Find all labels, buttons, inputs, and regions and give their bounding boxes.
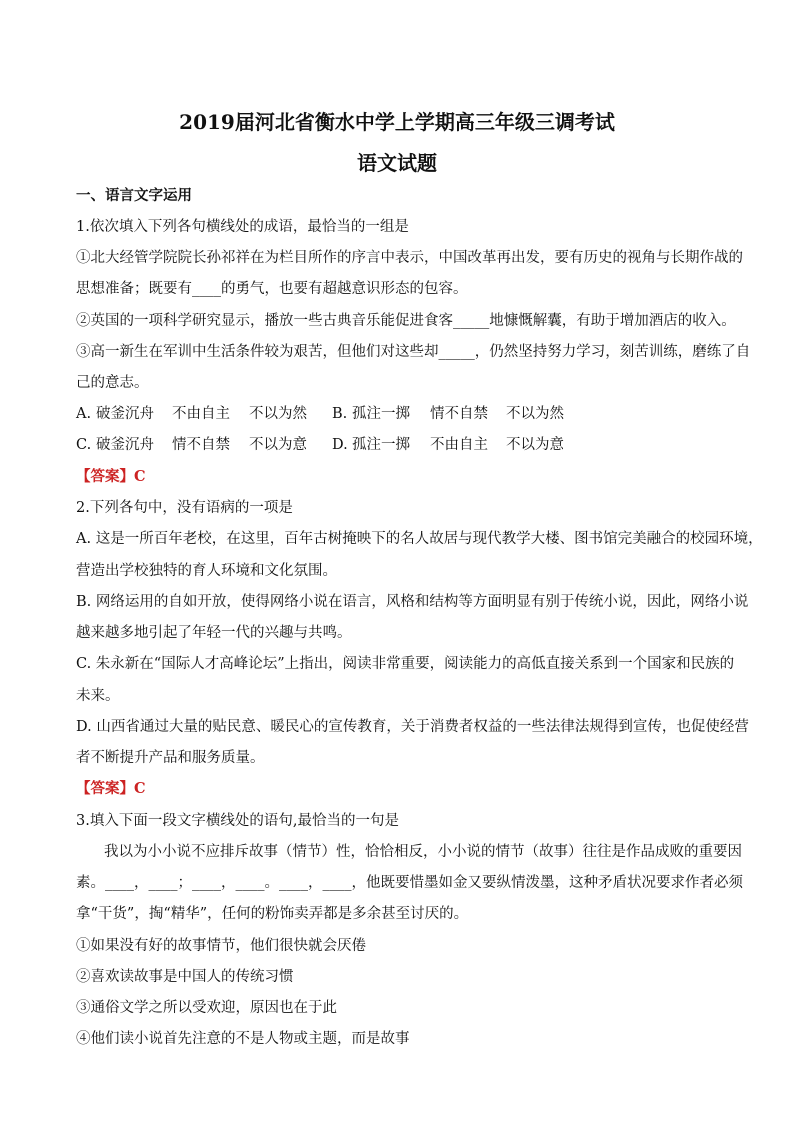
q2-option-b-line-1: B. 网络运用的自如开放，使得网络小说在语言，风格和结构等方面明显有别于传统小说，因此，网络小说 — [76, 594, 749, 610]
q1-sentence-1-line-1: ①北大经管学院院长孙祁祥在为栏目所作的序言中表示，中国改革再出发，要有历史的视角与长期作战的 — [76, 250, 743, 266]
q1-option-a-word-1: 破釜沉舟 — [96, 406, 154, 422]
q2-answer-tag: 【答案】 — [76, 780, 134, 797]
q1-option-c-label: C. — [76, 437, 92, 453]
q2-option-a-line-2: 营造出学校独特的育人环境和文化氛围。 — [76, 563, 337, 579]
q1-option-a-word-3: 不以为然 — [249, 406, 307, 422]
q1-option-b-word-2: 情不自禁 — [430, 406, 488, 422]
q1-option-c-word-1: 破釜沉舟 — [96, 437, 154, 453]
q1-sentence-2: ②英国的一项科学研究显示，播放一些古典音乐能促进食客_____地慷慨解囊，有助于增加酒店的收入。 — [76, 313, 736, 329]
q2-option-d-line-2: 者不断提升产品和服务质量。 — [76, 750, 265, 766]
q1-answer-tag: 【答案】 — [76, 468, 134, 485]
q3-passage-line-2: 素。____，____；____，____。____，____，他既要惜墨如金又要纵情泼墨，这种矛盾状况要求作者必须 — [76, 875, 743, 891]
exam-title: 2019届河北省衡水中学上学期高三年级三调考试 — [179, 110, 615, 134]
q1-stem: 1.依次填入下列各句横线处的成语，最恰当的一组是 — [76, 219, 409, 235]
q3-stem: 3.填入下面一段文字横线处的语句,最恰当的一句是 — [76, 813, 399, 829]
q1-sentence-3-line-1: ③高一新生在军训中生活条件较为艰苦，但他们对这些却_____，仍然坚持努力学习，刻苦训练，磨练了自 — [76, 344, 751, 360]
q1-option-b-label: B. — [332, 406, 348, 422]
q1-option-b-word-3: 不以为然 — [506, 406, 564, 422]
q2-option-b-line-2: 越来越多地引起了年轻一代的兴趣与共鸣。 — [76, 625, 352, 641]
q2-option-d-line-1: D. 山西省通过大量的贴民意、暖民心的宣传教育，关于消费者权益的一些法律法规得到宣传，也促使经营 — [76, 719, 749, 735]
q1-option-d-word-2: 不由自主 — [430, 437, 488, 453]
q1-option-d-word-1: 孤注一掷 — [352, 437, 410, 453]
q1-option-d-label: D. — [332, 437, 348, 453]
q1-sentence-3-line-2: 己的意志。 — [76, 375, 149, 391]
q3-passage-line-3: 拿“干货”，掏“精华”，任何的粉饰卖弄都是多余甚至讨厌的。 — [76, 906, 469, 922]
q3-item-4: ④他们读小说首先注意的不是人物或主题，而是故事 — [76, 1031, 410, 1047]
q1-option-b-word-1: 孤注一掷 — [352, 406, 410, 422]
q2-option-c-line-2: 未来。 — [76, 688, 120, 704]
q1-option-c-word-3: 不以为意 — [249, 437, 307, 453]
exam-subtitle: 语文试题 — [357, 151, 437, 175]
q3-item-3: ③通俗文学之所以受欢迎，原因也在于此 — [76, 1000, 337, 1016]
q2-answer — [76, 779, 728, 799]
q1-option-a-label: A. — [76, 406, 92, 422]
q2-answer-value: C — [134, 780, 146, 797]
q2-option-c-line-1: C. 朱永新在“国际人才高峰论坛”上指出，阅读非常重要，阅读能力的高低直接关系到一个国家和民族的 — [76, 656, 735, 672]
q1-option-a-word-2: 不由自主 — [172, 406, 230, 422]
q1-option-d-word-3: 不以为意 — [506, 437, 564, 453]
q2-stem: 2.下列各句中，没有语病的一项是 — [76, 500, 293, 516]
q3-item-2: ②喜欢读故事是中国人的传统习惯 — [76, 969, 294, 985]
q1-answer — [76, 467, 728, 487]
q1-answer-value: C — [134, 468, 146, 485]
section-heading: 一、语言文字运用 — [76, 187, 192, 204]
q3-item-1: ①如果没有好的故事情节，他们很快就会厌倦 — [76, 938, 366, 954]
q2-option-a-line-1: A. 这是一所百年老校，在这里，百年古树掩映下的名人故居与现代教学大楼、图书馆完美融合的校园环境， — [76, 531, 763, 547]
q3-passage-line-1: 我以为小小说不应排斥故事（情节）性，恰恰相反，小小说的情节（故事）往往是作品成败的重要因 — [104, 844, 742, 860]
q1-option-c-word-2: 情不自禁 — [172, 437, 230, 453]
q1-sentence-1-line-2: 思想准备；既要有____的勇气，也要有超越意识形态的包容。 — [76, 281, 468, 297]
